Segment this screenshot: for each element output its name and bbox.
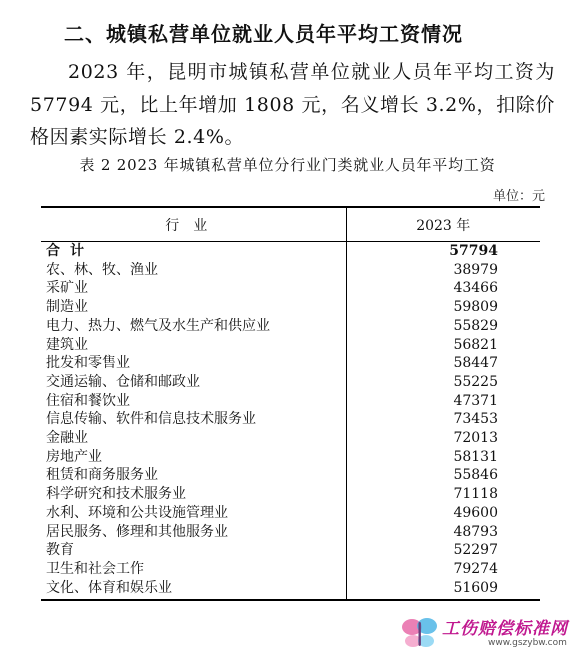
watermark-text: 工伤赔偿标准网 [442, 619, 568, 639]
industry-cell: 住宿和餐饮业 [41, 392, 346, 411]
butterfly-logo-icon [400, 614, 444, 652]
industry-cell: 金融业 [41, 429, 346, 448]
wage-value-cell: 55846 [453, 467, 498, 484]
wage-value-cell: 51609 [346, 579, 540, 600]
wage-value-cell: 47371 [453, 392, 498, 409]
wage-value-cell: 49600 [453, 504, 498, 521]
section-heading: 二、城镇私营单位就业人员年平均工资情况 [64, 22, 463, 46]
industry-cell: 制造业 [41, 298, 346, 317]
wage-value-cell: 52297 [453, 542, 498, 559]
industry-cell: 批发和零售业 [41, 354, 346, 373]
total-row [41, 242, 540, 261]
header-year: 2023 年 [346, 207, 540, 242]
summary-paragraph: 2023 年，昆明市城镇私营单位就业人员年平均工资为 57794 元，比上年增加 1808 元，名义增长 3.2%，扣除价格因素实际增长 2.4%。 [30, 61, 555, 148]
wage-value-cell: 79274 [453, 560, 498, 577]
industry-cell: 房地产业 [41, 448, 346, 467]
table-row [41, 523, 540, 542]
industry-cell: 合计 [41, 242, 346, 261]
table-row [41, 448, 540, 467]
wage-value-cell: 57794 [449, 243, 498, 259]
header-industry: 行业 [41, 207, 346, 242]
watermark-logo [400, 614, 570, 652]
industry-cell: 租赁和商务服务业 [41, 466, 346, 485]
wage-value-cell: 56821 [453, 336, 498, 353]
wage-value-cell: 73453 [453, 411, 498, 428]
industry-cell: 文化、体育和娱乐业 [41, 579, 346, 600]
wage-table-container [41, 206, 540, 601]
industry-cell: 科学研究和技术服务业 [41, 485, 346, 504]
industry-cell: 教育 [41, 541, 346, 560]
table-row [41, 504, 540, 523]
wage-value-cell: 71118 [453, 486, 498, 503]
industry-cell: 农、林、牧、渔业 [41, 261, 346, 280]
table-row [41, 336, 540, 355]
table-row [41, 466, 540, 485]
table-row [41, 298, 540, 317]
wage-value-cell: 43466 [453, 280, 498, 297]
wage-value-cell: 55225 [453, 373, 498, 390]
table-row [41, 373, 540, 392]
table-caption: 表 2 2023 年城镇私营单位分行业门类就业人员年平均工资 [79, 156, 496, 174]
industry-cell: 建筑业 [41, 336, 346, 355]
unit-note: 单位：元 [492, 189, 545, 204]
industry-cell: 水利、环境和公共设施管理业 [41, 504, 346, 523]
table-body [41, 242, 540, 600]
table-row [41, 279, 540, 298]
wage-value-cell: 38979 [453, 261, 498, 278]
table-row [41, 429, 540, 448]
industry-cell: 信息传输、软件和信息技术服务业 [41, 410, 346, 429]
industry-cell: 采矿业 [41, 279, 346, 298]
wage-value-cell: 58131 [453, 448, 498, 465]
table-row [41, 410, 540, 429]
wage-value-cell: 58447 [453, 355, 498, 372]
industry-cell: 电力、热力、燃气及水生产和供应业 [41, 317, 346, 336]
wage-value-cell: 59809 [453, 299, 498, 316]
table-row [41, 392, 540, 411]
watermark-url: www.gszybw.com [488, 638, 567, 648]
table-row [41, 317, 540, 336]
table-row [41, 541, 540, 560]
table-row [41, 485, 540, 504]
table-row [41, 560, 540, 579]
table-header-row [41, 207, 540, 242]
table-row [41, 579, 540, 600]
industry-cell: 交通运输、仓储和邮政业 [41, 373, 346, 392]
wage-value-cell: 48793 [453, 523, 498, 540]
table-row [41, 354, 540, 373]
wage-value-cell: 55829 [453, 317, 498, 334]
table-row [41, 261, 540, 280]
wage-table [41, 206, 540, 601]
industry-cell: 居民服务、修理和其他服务业 [41, 523, 346, 542]
industry-cell: 卫生和社会工作 [41, 560, 346, 579]
wage-value-cell: 72013 [453, 430, 498, 447]
